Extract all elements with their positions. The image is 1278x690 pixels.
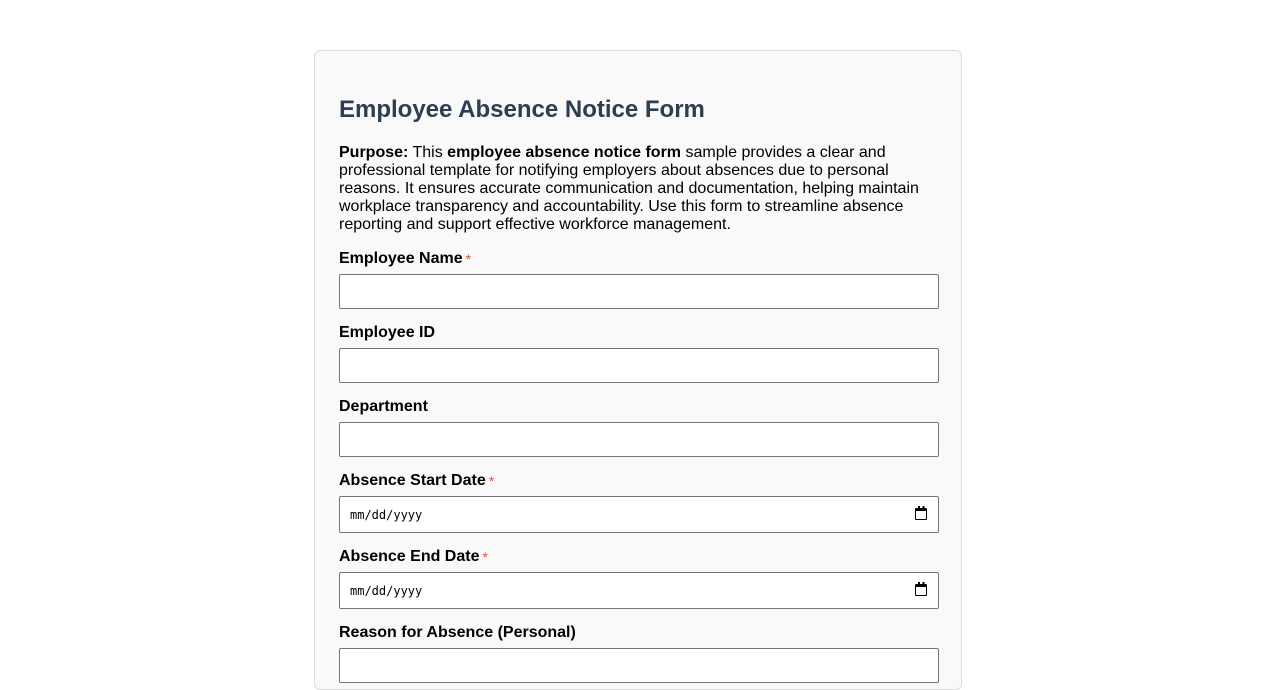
required-asterisk: * (482, 549, 488, 565)
end-date-field (339, 548, 937, 609)
required-asterisk: * (465, 251, 472, 267)
form-card (314, 50, 962, 690)
employee-name-field (339, 250, 937, 309)
start-date-field (339, 472, 937, 533)
employee-name-input[interactable] (339, 274, 939, 309)
calendar-icon[interactable] (915, 584, 927, 596)
employee-id-label: Employee ID (339, 324, 436, 341)
start-date-input[interactable] (339, 496, 939, 533)
department-label: Department (339, 398, 428, 415)
employee-name-label: Employee Name * (339, 250, 472, 267)
department-input[interactable] (339, 422, 939, 457)
purpose-paragraph (339, 144, 939, 234)
form-title: Employee Absence Notice Form (339, 96, 705, 123)
start-date-placeholder: mm/dd/yyyy (350, 508, 423, 522)
end-date-input[interactable] (339, 572, 939, 609)
purpose-text-1: This (408, 144, 448, 161)
calendar-icon[interactable] (915, 508, 927, 520)
start-date-label: Absence Start Date * (339, 472, 495, 489)
end-date-label: Absence End Date * (339, 548, 488, 565)
reason-input[interactable] (339, 648, 939, 683)
end-date-placeholder: mm/dd/yyyy (350, 584, 423, 598)
required-asterisk: * (488, 473, 495, 489)
employee-id-field (339, 324, 937, 383)
employee-id-input[interactable] (339, 348, 939, 383)
purpose-text-2: sample provides a clear and professional template for notifying employers about absences due to personal reasons. It ensures accurate communication and documentation, helping maintain workplace transparency and accountability. Use this form to streamline absence reporting and support effective workforce management. (339, 144, 919, 233)
purpose-keyword: employee absence notice form (447, 144, 682, 161)
department-field (339, 398, 937, 457)
purpose-lead: Purpose: (339, 144, 409, 161)
reason-field (339, 624, 937, 683)
reason-label: Reason for Absence (Personal) (339, 624, 576, 641)
